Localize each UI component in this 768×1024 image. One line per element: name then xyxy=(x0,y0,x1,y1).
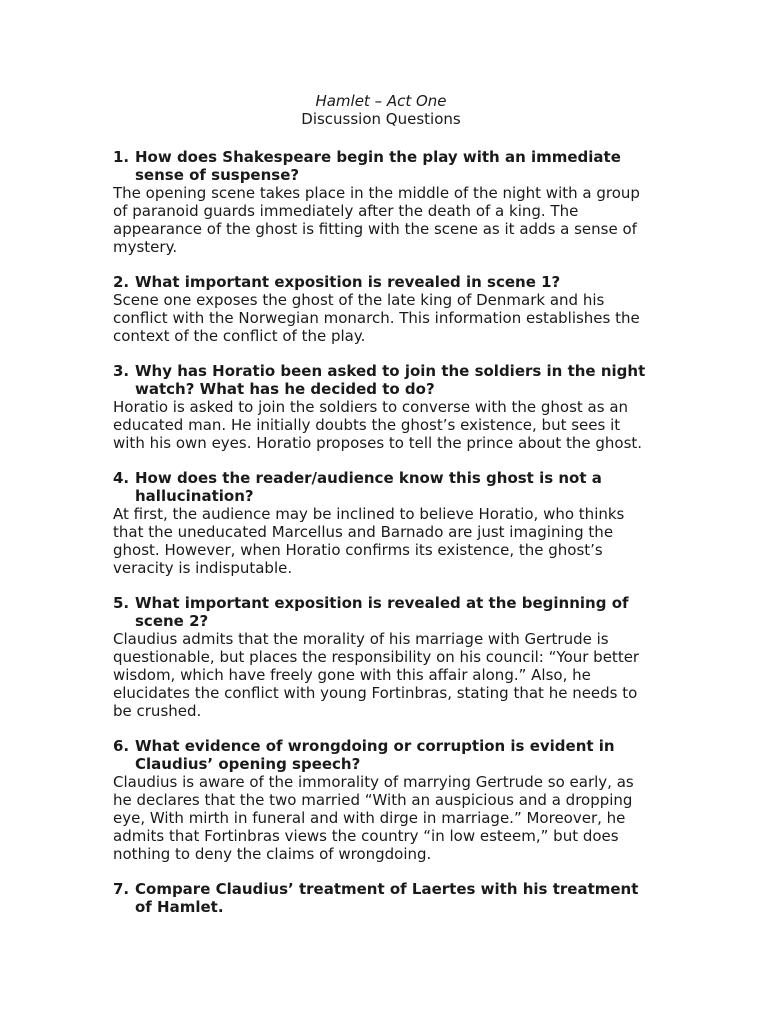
question-number: 3. xyxy=(113,362,130,380)
question-text: How does Shakespeare begin the play with an immediate sense of suspense? xyxy=(135,148,621,184)
answer-text: Claudius admits that the morality of his marriage with Gertrude is questionable, but places the responsibility on his council: “Your better wisdom, which have freely gone with this affair along.” Also, he elucidates the conflict with young Fortinbras, stating that he needs to be crushed. xyxy=(113,630,640,720)
question xyxy=(113,469,655,505)
question xyxy=(113,148,655,184)
answer-text: Horatio is asked to join the soldiers to converse with the ghost as an educated man. He initially doubts the ghost’s existence, but sees it with his own eyes. Horatio proposes to tell the prince about the ghost. xyxy=(113,398,643,452)
answer-text: At first, the audience may be inclined to believe Horatio, who thinks that the uneducated Marcellus and Barnado are just imagining the ghost. However, when Horatio confirms its existence, the ghost’s veracity is indisputable. xyxy=(113,505,625,577)
document-page xyxy=(113,92,655,933)
question-item-6 xyxy=(113,737,655,863)
question-text: What evidence of wrongdoing or corruption is evident in Claudius’ opening speech? xyxy=(135,737,615,773)
answer-text: Scene one exposes the ghost of the late king of Denmark and his conflict with the Norwegian monarch. This information establishes the context of the conflict of the play. xyxy=(113,291,640,345)
question-text: What important exposition is revealed at the beginning of scene 2? xyxy=(135,594,629,630)
question xyxy=(113,273,655,291)
answer-text: Claudius is aware of the immorality of marrying Gertrude so early, as he declares that the two married “With an auspicious and a dropping eye, With mirth in funeral and with dirge in marriage.” Moreover, he admits that Fortinbras views the country “in low esteem,” but does nothing to deny the claims of wrongdoing. xyxy=(113,773,634,863)
question-item-5 xyxy=(113,594,655,720)
document-title: Hamlet – Act One xyxy=(315,92,447,110)
question-number: 6. xyxy=(113,737,130,755)
question-text: Compare Claudius’ treatment of Laertes with his treatment of Hamlet. xyxy=(135,880,639,916)
question-item-4 xyxy=(113,469,655,577)
question-item-2 xyxy=(113,273,655,345)
title-block xyxy=(107,92,655,128)
question-item-7 xyxy=(113,880,655,916)
question-text: What important exposition is revealed in scene 1? xyxy=(135,273,561,291)
question-text: Why has Horatio been asked to join the soldiers in the night watch? What has he decided to do? xyxy=(135,362,646,398)
question-item-1 xyxy=(113,148,655,256)
question-text: How does the reader/audience know this ghost is not a hallucination? xyxy=(135,469,602,505)
document-subtitle: Discussion Questions xyxy=(301,110,461,128)
question-number: 4. xyxy=(113,469,130,487)
question xyxy=(113,737,655,773)
question-number: 2. xyxy=(113,273,130,291)
answer-text: The opening scene takes place in the middle of the night with a group of paranoid guards immediately after the death of a king. The appearance of the ghost is fitting with the scene as it adds a sense of mystery. xyxy=(113,184,640,256)
question xyxy=(113,880,655,916)
question-number: 1. xyxy=(113,148,130,166)
question-number: 5. xyxy=(113,594,130,612)
question xyxy=(113,362,655,398)
question xyxy=(113,594,655,630)
question-item-3 xyxy=(113,362,655,452)
question-number: 7. xyxy=(113,880,130,898)
